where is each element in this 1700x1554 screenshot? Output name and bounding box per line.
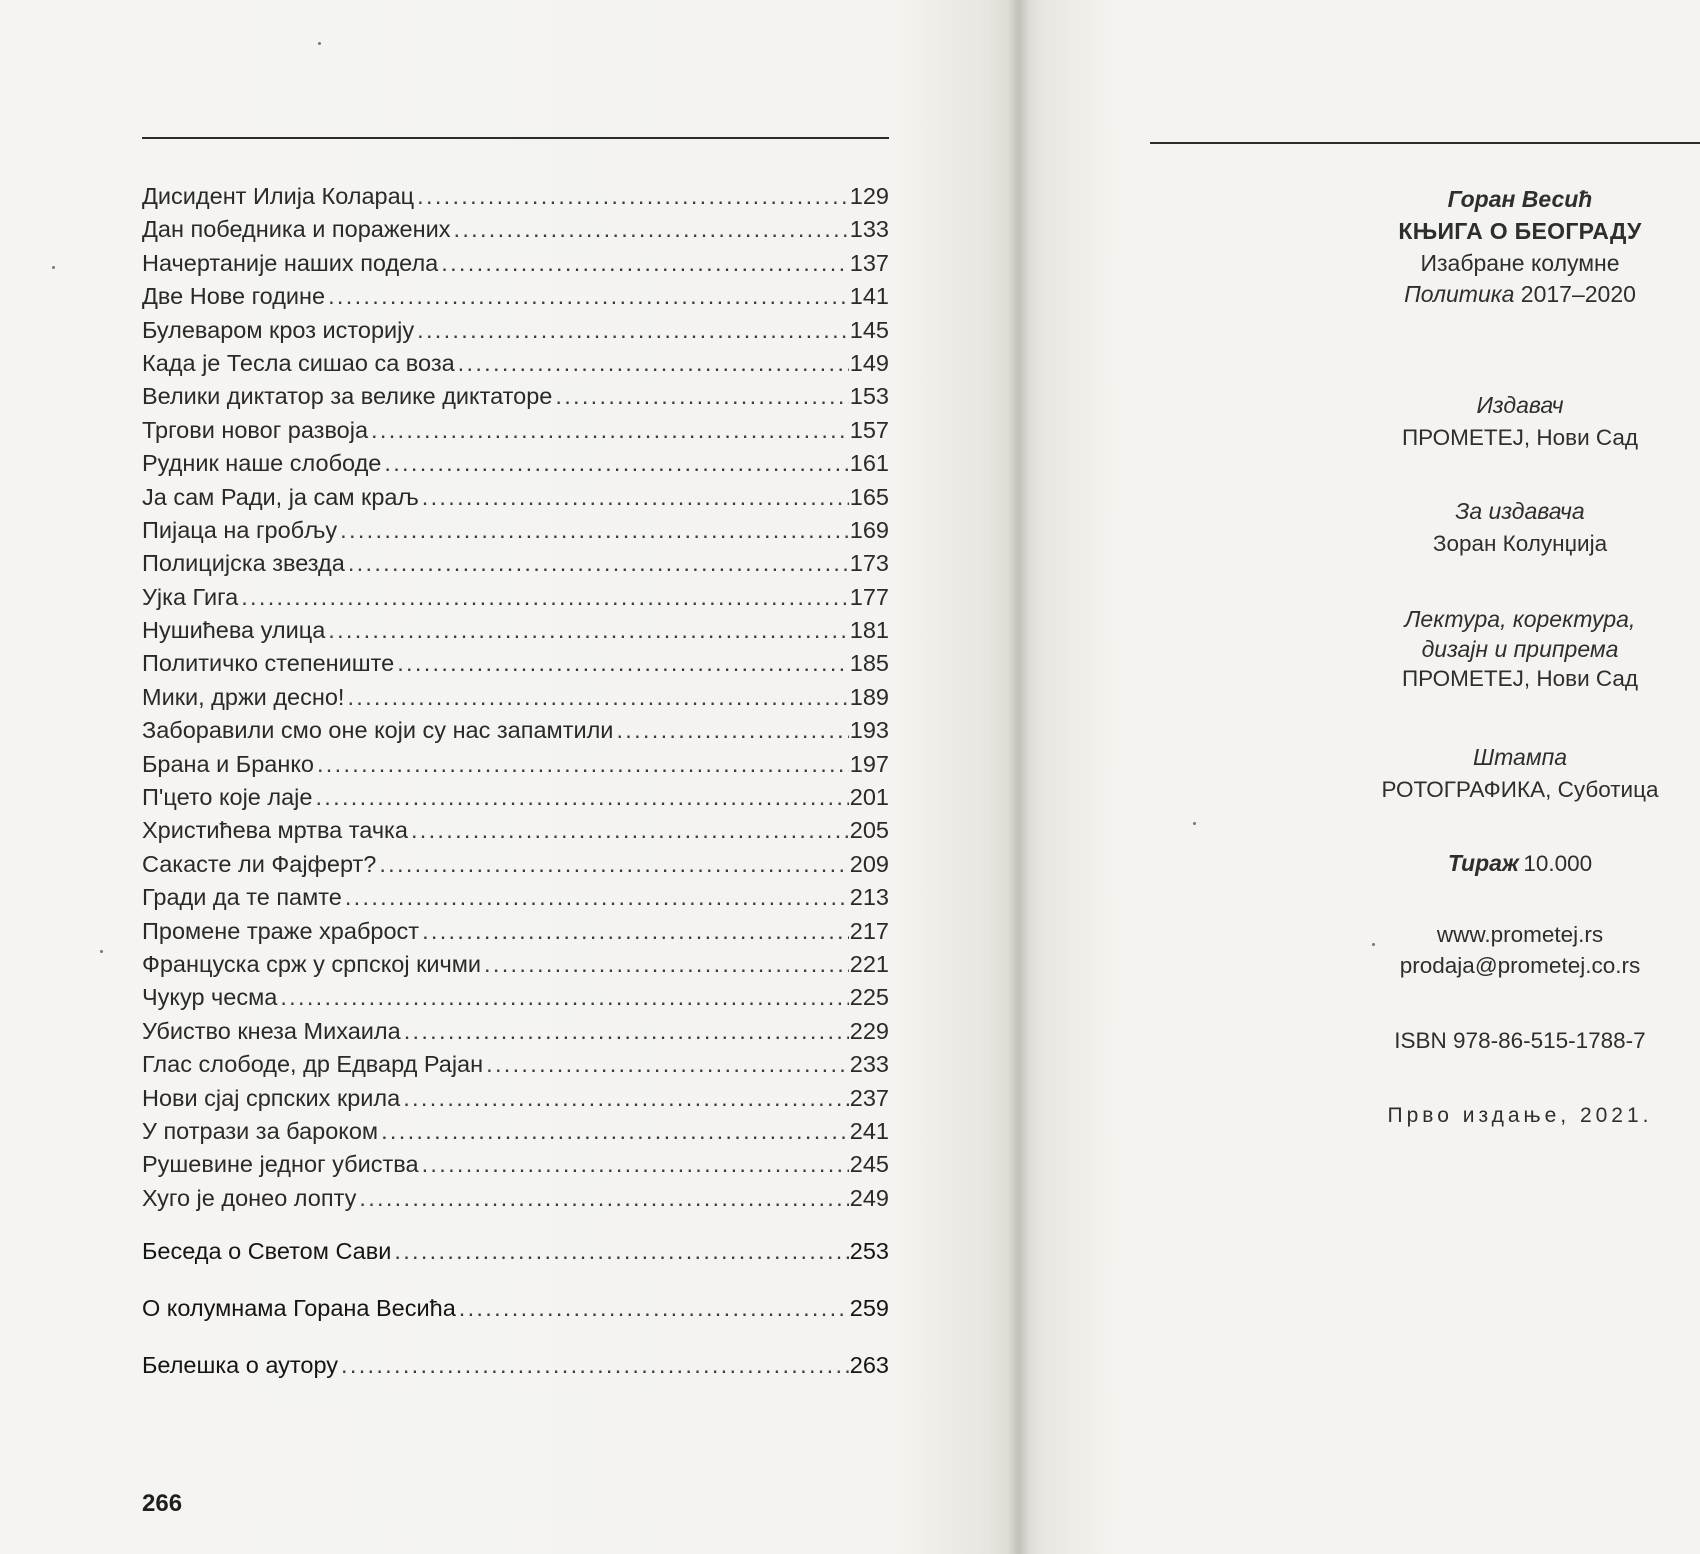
table-of-contents [142, 180, 889, 1215]
toc-entry [142, 981, 889, 1014]
toc-entry [142, 347, 889, 380]
toc-leader-dots [411, 814, 849, 847]
toc-entry-title: Пијаца на гробљу [142, 516, 338, 543]
toc-entry [142, 848, 889, 881]
toc-entry [142, 614, 889, 647]
editing-label-2: дизајн и припрема [1421, 636, 1619, 662]
toc-entry-title: Дан победника и поражених [142, 216, 451, 243]
toc-leader-dots [422, 915, 849, 948]
toc-entry [142, 915, 889, 948]
toc-entry-page: 217 [849, 917, 889, 944]
toc-entry-page: 173 [849, 550, 889, 577]
toc-leader-dots [381, 1115, 849, 1148]
imprint-publisher [1340, 392, 1700, 451]
toc-entry-title: Булеваром кроз историју [142, 316, 415, 343]
run-label: Тираж [1447, 850, 1519, 876]
toc-entry-title: Рудник наше слободе [142, 450, 382, 477]
toc-entry-page: 141 [849, 283, 889, 310]
imprint-title-block [1340, 186, 1700, 308]
toc-entry-page: 241 [849, 1117, 889, 1144]
toc-entry-page: 237 [849, 1084, 889, 1111]
toc-entry-page: 233 [849, 1051, 889, 1078]
toc-entry-page: 201 [849, 784, 889, 811]
toc-entry-page: 177 [849, 583, 889, 610]
book-title: КЊИГА О БЕОГРАДУ [1398, 218, 1642, 244]
toc-entry [142, 748, 889, 781]
toc-leader-dots [317, 748, 849, 781]
toc-entry-title: Када је Тесла сишао са воза [142, 349, 455, 376]
toc-entry-page: 137 [849, 249, 889, 276]
for-publisher-value: Зоран Колунџија [1432, 531, 1608, 556]
toc-entry [142, 647, 889, 680]
page-number: 266 [142, 1490, 183, 1517]
isbn: ISBN 978-86-515-1788-7 [1394, 1028, 1646, 1053]
toc-entry-title: П'цето које лаје [142, 784, 313, 811]
editing-value: ПРОМЕТЕЈ, Нови Сад [1401, 666, 1639, 691]
toc-leader-dots [384, 447, 848, 480]
toc-entry [142, 948, 889, 981]
for-publisher-label: За издавача [1455, 498, 1585, 524]
toc-leader-dots [417, 314, 849, 347]
toc-entry-page: 145 [849, 316, 889, 343]
toc-entry [142, 1015, 889, 1048]
paper-speck [52, 266, 55, 269]
toc-leader-dots [315, 781, 848, 814]
toc-entry-page: 153 [849, 383, 889, 410]
toc-entry-title: Беседа о Светом Сави [142, 1238, 392, 1264]
toc-entry [142, 1115, 889, 1148]
toc-entry-page: 161 [849, 450, 889, 477]
left-header-rule [142, 137, 889, 139]
editing-label-1: Лектура, коректура, [1404, 606, 1636, 632]
toc-entry-title: Француска срж у српској кичми [142, 950, 482, 977]
toc-entry-page: 263 [849, 1352, 889, 1378]
imprint-contact [1340, 922, 1700, 979]
publisher-value: ПРОМЕТЕЈ, Нови Сад [1401, 425, 1639, 450]
email: prodaja@prometej.co.rs [1399, 953, 1641, 978]
toc-leader-dots [241, 581, 849, 614]
toc-leader-dots [453, 213, 848, 246]
toc-entry-title: Полицијска звезда [142, 550, 345, 577]
toc-leader-dots [340, 514, 849, 547]
toc-entry [142, 814, 889, 847]
toc-leader-dots [486, 1048, 849, 1081]
toc-appendix-item [142, 1235, 889, 1268]
toc-entry-page: 259 [849, 1295, 889, 1321]
toc-entry-title: Христићева мртва тачка [142, 817, 408, 844]
book-gutter [1008, 0, 1030, 1554]
toc-entry-title: Две Нове године [142, 283, 326, 310]
toc-leader-dots [555, 380, 848, 413]
toc-entry [142, 781, 889, 814]
toc-entry [142, 1048, 889, 1081]
toc-entry-page: 149 [849, 349, 889, 376]
toc-entry [142, 481, 889, 514]
toc-leader-dots [403, 1082, 849, 1115]
toc-entry-title: Промене траже храброст [142, 917, 420, 944]
toc-entry-page: 185 [849, 650, 889, 677]
toc-leader-dots [348, 547, 849, 580]
toc-entry-page: 229 [849, 1017, 889, 1044]
toc-entry-title: Убиство кнеза Михаила [142, 1017, 401, 1044]
imprint-for-publisher [1340, 498, 1700, 557]
toc-entry-page: 189 [849, 683, 889, 710]
toc-leader-dots [379, 848, 848, 881]
toc-entry-title: У потрази за бароком [142, 1117, 379, 1144]
toc-entry-title: Нови сјај српских крила [142, 1084, 401, 1111]
paper-speck [1193, 822, 1196, 825]
toc-entry-title: Хуго је донео лопту [142, 1184, 357, 1211]
series-name: Политика [1404, 281, 1515, 307]
toc-entry-page: 129 [849, 183, 889, 209]
toc-entry-title: Чукур чесма [142, 984, 278, 1011]
toc-entry [142, 280, 889, 313]
imprint-isbn [1340, 1028, 1700, 1054]
toc-entry-page: 249 [849, 1184, 889, 1211]
toc-leader-dots [404, 1015, 849, 1048]
toc-entry-page: 193 [849, 717, 889, 744]
toc-entry-page: 157 [849, 416, 889, 443]
toc-entry [142, 1182, 889, 1215]
imprint-run [1340, 850, 1700, 877]
toc-leader-dots [359, 1182, 848, 1215]
toc-entry [142, 314, 889, 347]
toc-leader-dots [397, 647, 849, 680]
toc-entry [142, 1292, 889, 1325]
toc-entry-title: Рушевине једног убиства [142, 1151, 419, 1178]
toc-entry [142, 1349, 889, 1382]
toc-entry [142, 581, 889, 614]
toc-appendix-item [142, 1292, 889, 1325]
author-name: Горан Весић [1447, 186, 1593, 212]
toc-entry-title: Гради да те памте [142, 884, 342, 911]
paper-speck [100, 950, 103, 953]
toc-entry [142, 1235, 889, 1268]
toc-leader-dots [371, 414, 849, 447]
toc-entry-page: 165 [849, 483, 889, 510]
edition: Прво издање, 2021. [1387, 1104, 1653, 1127]
toc-entry-title: Брана и Бранко [142, 750, 314, 777]
toc-entry [142, 414, 889, 447]
toc-entry-page: 213 [849, 884, 889, 911]
toc-entry [142, 681, 889, 714]
toc-leader-dots [341, 1349, 849, 1382]
toc-leader-dots [459, 1292, 849, 1325]
toc-entry-title: Нушићева улица [142, 617, 326, 644]
toc-leader-dots [280, 981, 848, 1014]
toc-entry-title: Политичко степениште [142, 650, 395, 677]
toc-leader-dots [394, 1235, 848, 1268]
toc-entry [142, 714, 889, 747]
toc-leader-dots [441, 247, 849, 280]
toc-entry-page: 169 [849, 516, 889, 543]
toc-entry-page: 245 [849, 1151, 889, 1178]
toc-entry [142, 514, 889, 547]
toc-leader-dots [328, 614, 849, 647]
toc-entry [142, 547, 889, 580]
imprint-edition [1340, 1104, 1700, 1128]
toc-entry-title: Дисидент Илија Коларац [142, 183, 415, 209]
imprint-printing [1340, 744, 1700, 803]
imprint-editing [1340, 606, 1700, 692]
series-years: 2017–2020 [1520, 281, 1636, 307]
toc-entry [142, 447, 889, 480]
toc-entry-title: Ујка Гига [142, 583, 239, 610]
toc-entry-title: Ја сам Ради, ја сам краљ [142, 483, 419, 510]
toc-entry-page: 225 [849, 984, 889, 1011]
toc-leader-dots [484, 948, 849, 981]
toc-leader-dots [422, 481, 849, 514]
toc-entry-title: Начертаније наших подела [142, 249, 439, 276]
toc-entry-page: 205 [849, 817, 889, 844]
toc-entry [142, 1148, 889, 1181]
toc-appendix-item [142, 1349, 889, 1382]
book-subtitle: Изабране колумне [1420, 250, 1620, 276]
website: www.prometej.rs [1436, 922, 1604, 947]
toc-entry-page: 197 [849, 750, 889, 777]
toc-entry-title: Велики диктатор за велике диктаторе [142, 383, 553, 410]
toc-entry-title: Сакасте ли Фајферт? [142, 850, 377, 877]
toc-entry [142, 247, 889, 280]
toc-entry-page: 221 [849, 950, 889, 977]
print-label: Штампа [1472, 744, 1568, 770]
toc-entry-page: 181 [849, 617, 889, 644]
toc-entry [142, 1082, 889, 1115]
toc-entry [142, 380, 889, 413]
toc-entry [142, 213, 889, 246]
toc-leader-dots [417, 180, 849, 213]
toc-entry-title: Мики, држи десно! [142, 683, 345, 710]
printer-value: РОТОГРАФИКА, Суботица [1381, 777, 1659, 802]
toc-leader-dots [458, 347, 849, 380]
book-series [1340, 281, 1700, 308]
toc-entry-title: Заборавили смо оне који су нас запамтили [142, 717, 614, 744]
paper-speck [318, 42, 321, 45]
toc-entry-title: Глас слободе, др Едвард Рајан [142, 1051, 484, 1078]
toc-entry-page: 133 [849, 216, 889, 243]
toc-entry-title: Тргови новог развоја [142, 416, 369, 443]
toc-leader-dots [328, 280, 849, 313]
toc-leader-dots [616, 714, 848, 747]
toc-entry [142, 881, 889, 914]
toc-leader-dots [347, 681, 848, 714]
run-value: 10.000 [1523, 851, 1593, 876]
toc-leader-dots [422, 1148, 849, 1181]
toc-entry [142, 180, 889, 213]
publisher-label: Издавач [1476, 392, 1564, 418]
toc-entry-page: 209 [849, 850, 889, 877]
toc-entry-title: Белешка о аутору [142, 1352, 339, 1378]
toc-entry-title: О колумнама Горана Весића [142, 1295, 456, 1321]
right-header-rule [1150, 142, 1700, 144]
toc-entry-page: 253 [849, 1238, 889, 1264]
toc-leader-dots [345, 881, 849, 914]
